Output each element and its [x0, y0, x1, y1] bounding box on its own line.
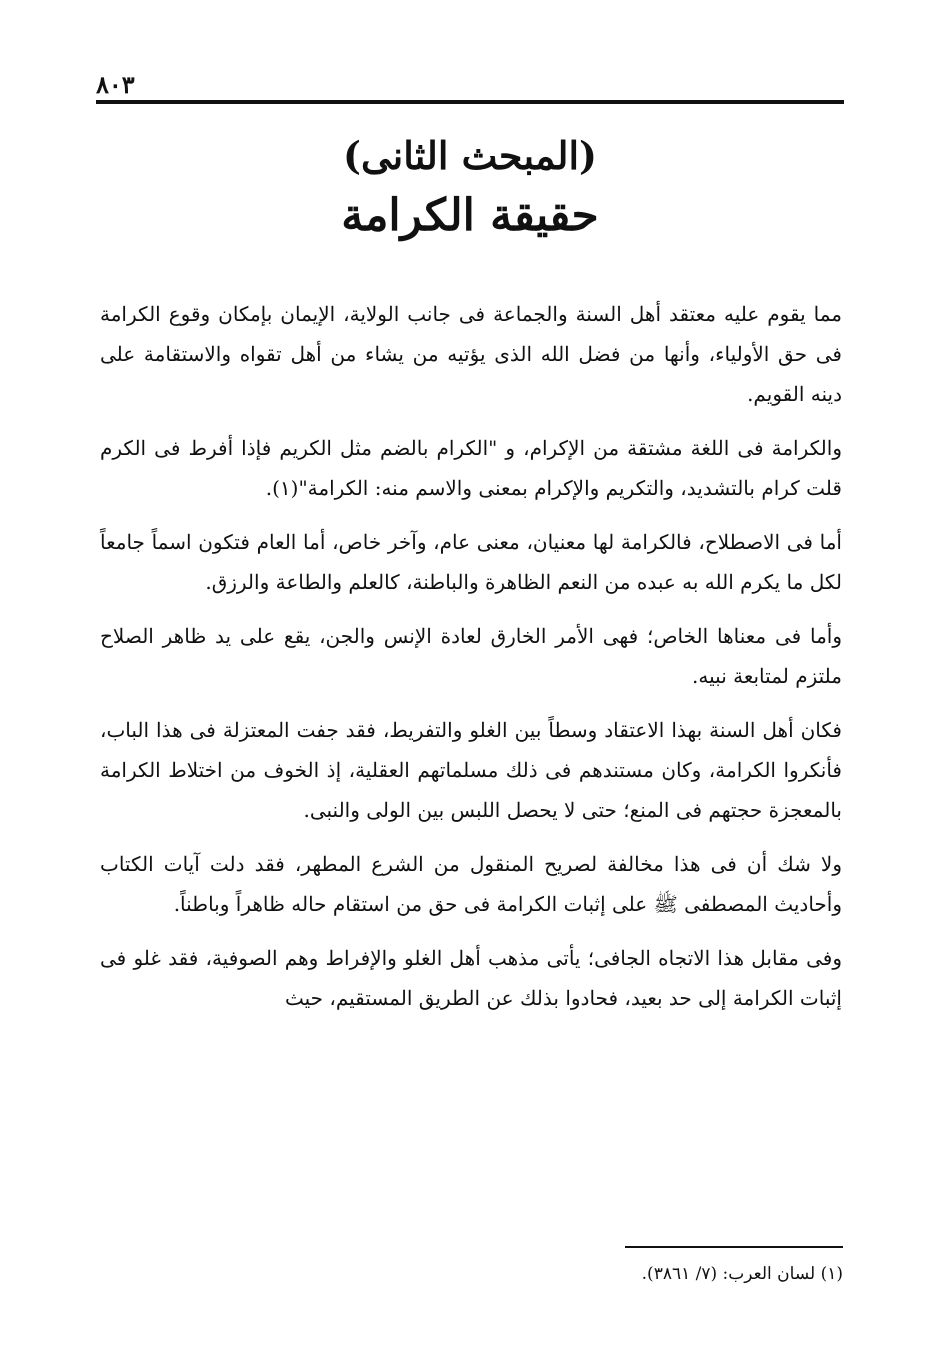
page-number: ٨٠٣: [96, 70, 135, 99]
section-title: حقيقة الكرامة: [341, 190, 599, 241]
header-rule: [96, 100, 844, 104]
paragraph: وفى مقابل هذا الاتجاه الجافى؛ يأتى مذهب أهل الغلو والإفراط وهم الصوفية، فقد غلو فى إثبات الكرامة إلى حد بعيد، فحادوا بذلك عن الطريق المستقيم، حيث: [100, 946, 842, 1010]
paragraph: وأما فى معناها الخاص؛ فهى الأمر الخارق لعادة الإنس والجن، يقع على يد ظاهر الصلاح ملتزم لمتابعة نبيه.: [100, 624, 842, 688]
paragraph: مما يقوم عليه معتقد أهل السنة والجماعة فى جانب الولاية، الإيمان بإمكان وقوع الكرامة فى حق الأولياء، وأنها من فضل الله الذى يؤتيه من يشاء من أهل تقواه والاستقامة على دينه القويم.: [100, 302, 842, 406]
title-block: [96, 128, 844, 248]
paragraph: أما فى الاصطلاح، فالكرامة لها معنيان، معنى عام، وآخر خاص، أما العام فتكون اسماً جامعاً لكل ما يكرم الله به عبده من النعم الظاهرة والباطنة، كالعلم والطاعة والرزق.: [100, 530, 842, 594]
paragraph: ولا شك أن فى هذا مخالفة لصريح المنقول من الشرع المطهر، فقد دلت آيات الكتاب وأحاديث المصطفى ﷺ على إثبات الكرامة فى حق من استقام حاله ظاهراً وباطناً.: [100, 852, 842, 916]
footnote: (١) لسان العرب: (٧/ ٣٨٦١).: [641, 1264, 843, 1284]
body-text: [100, 294, 842, 1032]
footnote-rule: [625, 1246, 843, 1248]
paragraph: فكان أهل السنة بهذا الاعتقاد وسطاً بين الغلو والتفريط، فقد جفت المعتزلة فى هذا الباب، فأنكروا الكرامة، وكان مستندهم فى ذلك مسلماتهم العقلية، إذ الخوف من اختلاط الكرامة بالمعجزة حجتهم فى المنع؛ حتى لا يحصل اللبس بين الولى والنبى.: [100, 718, 842, 822]
section-label: (المبحث الثانى): [342, 133, 598, 178]
paragraph: والكرامة فى اللغة مشتقة من الإكرام، و "الكرام بالضم مثل الكريم فإذا أفرط فى الكرم قلت كرام بالتشديد، والتكريم والإكرام بمعنى والاسم منه: الكرامة"(١).: [100, 436, 842, 500]
